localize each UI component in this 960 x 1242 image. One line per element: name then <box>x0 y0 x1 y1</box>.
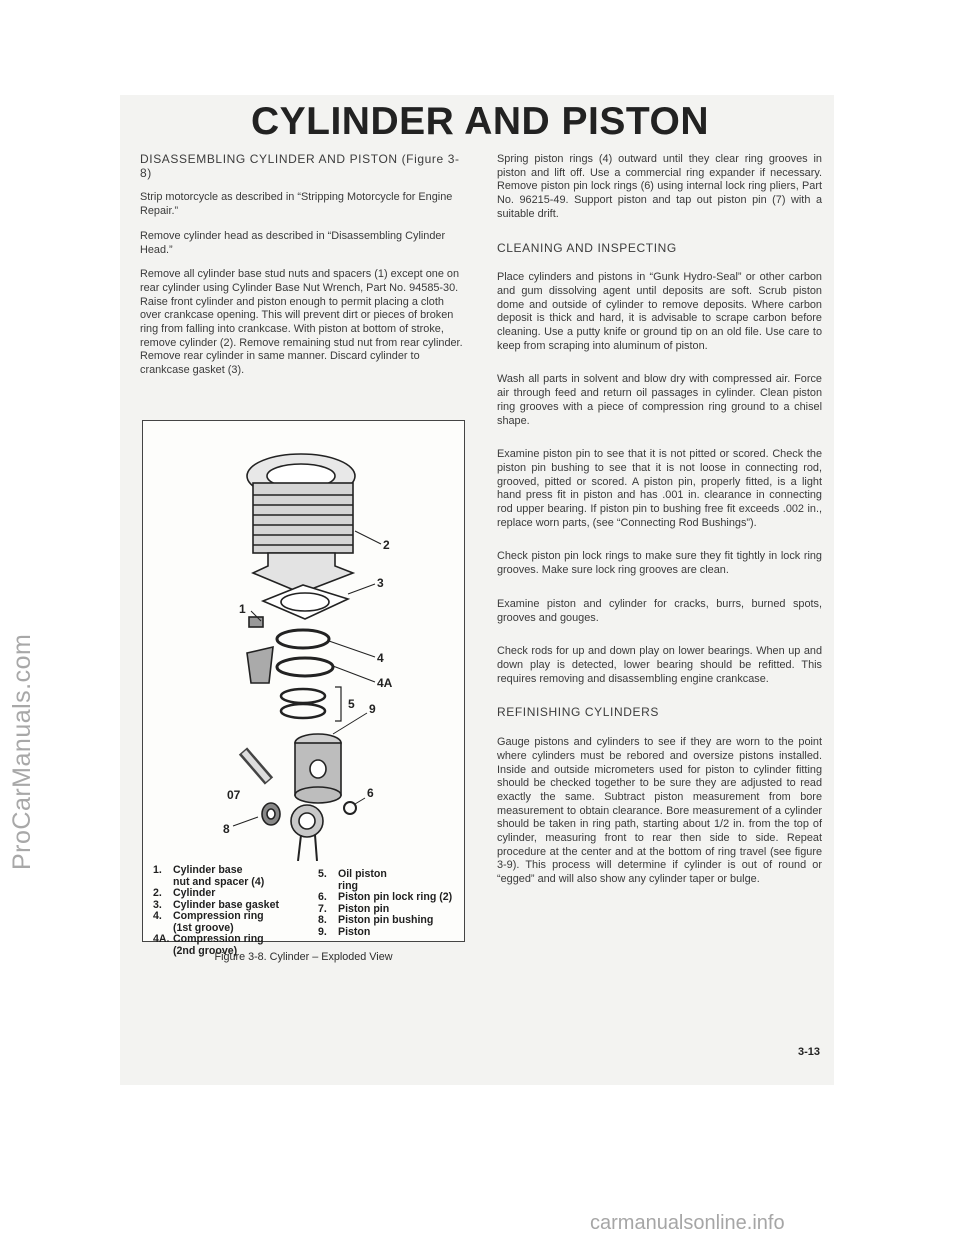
right-column <box>497 153 822 907</box>
compression-ring-1 <box>277 630 329 648</box>
support-block <box>247 647 273 683</box>
footer-watermark: carmanualsonline.info <box>590 1212 785 1234</box>
callout-2: 2 <box>383 538 390 552</box>
page-title: CYLINDER AND PISTON <box>250 100 710 143</box>
legend-item: 9. Piston <box>318 925 371 938</box>
paragraph: Remove cylinder head as described in “Disassembling Cylinder Head.” <box>140 229 446 256</box>
cylinder-exploded-diagram <box>143 421 464 861</box>
figure-caption: Figure 3-8. Cylinder – Exploded View <box>214 951 393 963</box>
section-heading-refinishing: REFINISHING CYLINDERS <box>497 705 659 720</box>
section-heading-disassembling: DISASSEMBLING CYLINDER AND PISTON (Figure 3-8) <box>140 152 460 180</box>
legend-item: 8. Piston pin bushing <box>318 914 434 926</box>
paragraph: Check piston pin lock rings to make sure they fit tightly in lock ring grooves. Make sure lock ring grooves are clean. <box>497 550 822 577</box>
callout-1: 1 <box>239 602 246 616</box>
callout-6: 6 <box>367 786 374 800</box>
lock-ring <box>344 802 356 814</box>
base-nut <box>249 617 263 627</box>
paragraph: Place cylinders and pistons in “Gunk Hydro-Seal” or other carbon and gum dissolving agent until deposits are soft. Scrub piston dome and outside of cylinder to remove deposits. Where carbon deposit is thick and hard, it is advisable to scrape carbon before cleaning. Use a putty knife or ground tip on an old file. Use care to keep from scraping into aluminum of piston. <box>497 271 822 352</box>
paragraph: Wash all parts in solvent and blow dry with compressed air. Force air through feed and return oil passages in cylinder. Clean piston ring grooves with a piece of compression ring ground to a chisel shape. <box>497 373 822 427</box>
callout-07: 07 <box>227 788 241 802</box>
legend-item: 7. Piston pin <box>318 902 390 915</box>
legend-item: 1. Cylinder base nut and spacer (4) <box>153 864 265 888</box>
compression-ring-2 <box>277 658 333 676</box>
legend-item: 6. Piston pin lock ring (2) <box>318 891 453 903</box>
legend-item: 2. Cylinder <box>153 887 216 899</box>
paragraph: Remove all cylinder base stud nuts and spacers (1) except one on rear cylinder using Cylinder Base Nut Wrench, Part No. 94585-30. Raise front cylinder and piston enough to permit placing a cloth over crankcase opening. This will prevent dirt or pieces of broken ring from falling into crankcase. With piston at bottom of stroke, remove cylinder (2). Remove remaining stud nut from rear cylinder. Remove rear cylinder in same manner. Discard cylinder to crankcase gasket (3). <box>140 268 463 377</box>
legend-item: 4. Compression ring (1st groove) <box>153 910 264 934</box>
base-gasket <box>263 585 348 619</box>
oil-ring-lower <box>281 704 325 718</box>
callout-9: 9 <box>369 702 376 716</box>
paragraph: Strip motorcycle as described in “Stripping Motorcycle for Engine Repair.” <box>140 191 453 218</box>
paragraph: Gauge pistons and cylinders to see if they are worn to the point where cylinders must be rebored and oversize pistons installed. Inside and outside micrometers used for piston to cylinder fitting should be checked together to be sure they are adjusted to read exactly the same. Subtract piston measurement from bore measurement to obtain clearance. Bore measurement of a cylinder should be taken in ring path, starting about 1/2 in. from the top of cylinder, measuring front to rear then side to side. Repeat procedure at the center and at the bottom of ring travel (see figure 3-9). This process will determine if cylinder is out of round or “egged” and will also show any cylinder taper or bulge. <box>497 736 822 886</box>
callout-5: 5 <box>348 697 355 711</box>
paragraph: Spring piston rings (4) outward until they clear ring grooves in piston and lift off. Use a commercial ring expander if necessary. Remove piston pin lock rings (6) using internal lock ring pliers, Part No. 96215-49. Support piston and tap out piston pin (7) with a suitable drift. <box>497 153 822 220</box>
callout-3: 3 <box>377 576 384 590</box>
paragraph: Check rods for up and down play on lower bearings. When up and down play is detected, lower bearing should be refitted. This requires removing and disassembling engine crankcase. <box>497 645 822 685</box>
side-watermark: ProCarManuals.com <box>8 633 36 870</box>
callout-4: 4 <box>377 651 384 665</box>
page-number: 3-13 <box>797 1046 820 1058</box>
legend-item: 4A. Compression ring (2nd groove) <box>153 933 264 957</box>
left-column <box>140 153 465 389</box>
oil-ring-upper <box>281 689 325 703</box>
callout-8: 8 <box>223 822 230 836</box>
legend-item: 5. Oil piston ring <box>318 868 387 892</box>
paragraph: Examine piston pin to see that it is not pitted or scored. Check the piston pin bushing to see that it is not loose in connecting rod, grooved, pitted or scored. A piston pin, properly fitted, is a light hand press fit in piston and has .001 in. clearance in connecting rod upper bearing. If piston pin to bushing free fit exceeds .002 in., replace worn parts, (see “Connecting Rod Bushings”). <box>497 448 822 529</box>
cylinder-body <box>253 483 353 553</box>
paragraph: Examine piston and cylinder for cracks, burrs, burned spots, grooves and gouges. <box>497 597 822 624</box>
section-heading-cleaning: CLEANING AND INSPECTING <box>497 240 677 255</box>
legend-item: 3. Cylinder base gasket <box>153 898 279 911</box>
callout-4a: 4A <box>377 676 393 690</box>
